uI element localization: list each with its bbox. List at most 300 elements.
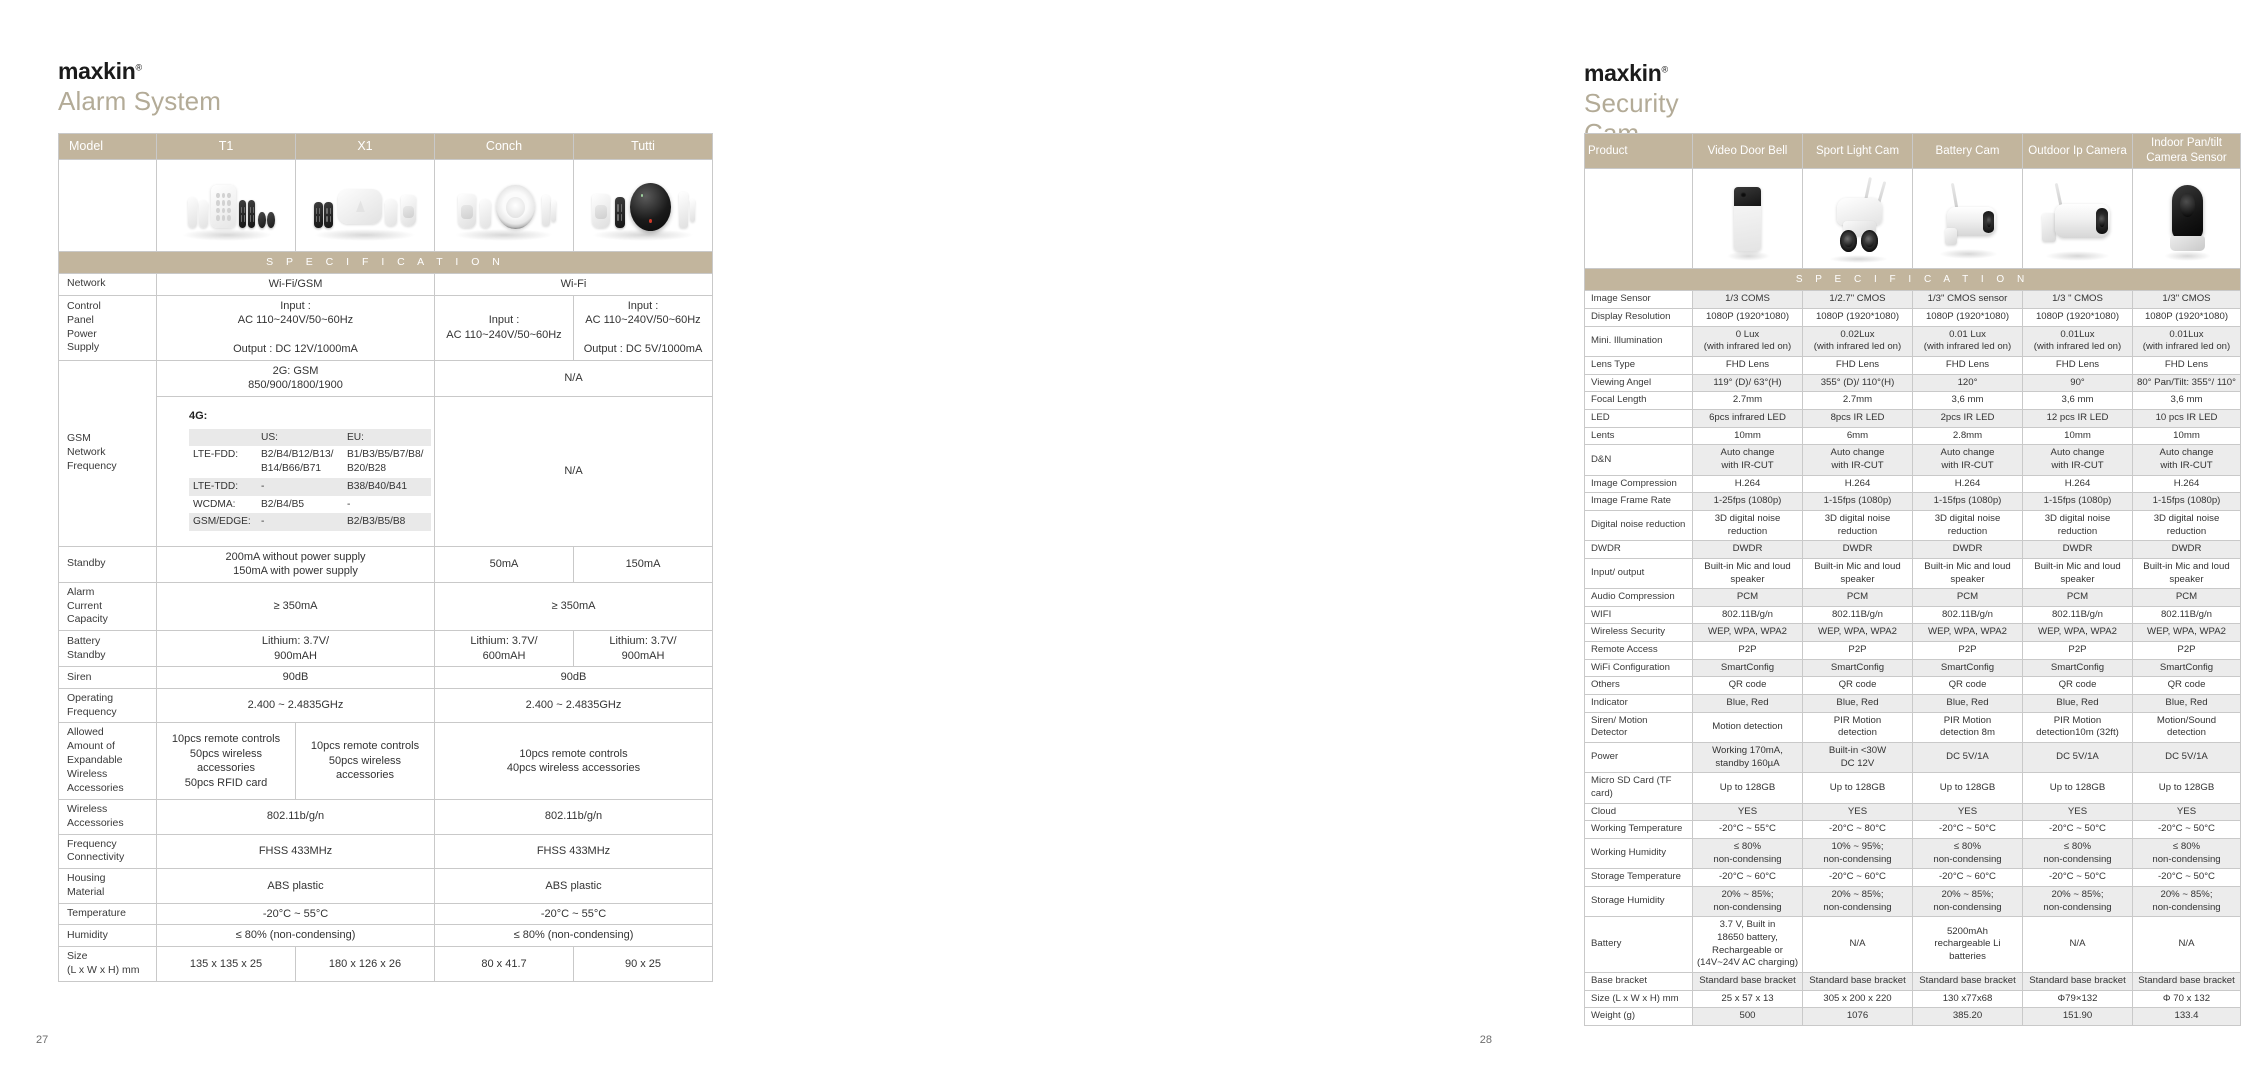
cam-cell: 802.11B/g/n: [1913, 606, 2023, 624]
cam-table-row: [1585, 445, 2241, 475]
brand-registered-mark-left: ®: [135, 62, 142, 73]
cam-cell: 802.11B/g/n: [2133, 606, 2241, 624]
cam-row-label: Indicator: [1585, 695, 1693, 713]
cam-cell: 2pcs IR LED: [1913, 409, 2023, 427]
cam-cell: Auto change with IR-CUT: [1803, 445, 1913, 475]
cam-image-row-blank: [1585, 169, 1693, 269]
page-title-left: Alarm System: [58, 86, 222, 116]
cam-cell: 1-25fps (1080p): [1693, 493, 1803, 511]
cam-cell: Standard base bracket: [1693, 972, 1803, 990]
cam-cell: -20°C ~ 60°C: [1803, 869, 1913, 887]
cam-cell: PIR Motion detection10m (32ft): [2023, 712, 2133, 742]
cam-cell: ≤ 80% non-condensing: [1693, 839, 1803, 869]
cam-table-row: [1585, 510, 2241, 540]
cam-cell: -20°C ~ 50°C: [2133, 821, 2241, 839]
alarm-table-row: [59, 274, 713, 296]
cam-cell: -20°C ~ 50°C: [2023, 821, 2133, 839]
cam-table-row: [1585, 589, 2241, 607]
cam-cell: 2.7mm: [1693, 392, 1803, 410]
cam-row-label: WIFI: [1585, 606, 1693, 624]
cam-cell: FHD Lens: [1913, 356, 2023, 374]
alarm-cell: Input : AC 110~240V/50~60Hz Output : DC 12V/1000mA: [157, 295, 435, 360]
cam-cell: DWDR: [1693, 541, 1803, 559]
cam-cell: 1-15fps (1080p): [1803, 493, 1913, 511]
cam-cell: -20°C ~ 80°C: [1803, 821, 1913, 839]
alarm-cell: 2.400 ~ 2.4835GHz: [435, 688, 713, 723]
alarm-cell: 180 x 126 x 26: [296, 946, 435, 981]
fourg-cell: -: [257, 513, 343, 531]
alarm-column-header-t1: T1: [157, 134, 296, 160]
cam-cell: 10mm: [1693, 427, 1803, 445]
cam-table-row: [1585, 409, 2241, 427]
cam-row-label: Image Sensor: [1585, 291, 1693, 309]
alarm-cell: Lithium: 3.7V/ 600mAH: [435, 631, 574, 667]
alarm-row-label: Network: [59, 274, 157, 296]
cam-cell: DWDR: [1803, 541, 1913, 559]
cam-table-row: [1585, 869, 2241, 887]
alarm-table-row: [59, 799, 713, 834]
alarm-cell: ABS plastic: [435, 869, 713, 904]
fourg-cell: -: [257, 478, 343, 496]
cam-table-row: [1585, 291, 2241, 309]
alarm-cell: 10pcs remote controls 50pcs wireless accessories: [296, 723, 435, 799]
cam-cell: Blue, Red: [2133, 695, 2241, 713]
cam-cell: Blue, Red: [1693, 695, 1803, 713]
cam-row-label: Micro SD Card (TF card): [1585, 773, 1693, 803]
cam-cell: 3,6 mm: [1913, 392, 2023, 410]
cam-cell: 6mm: [1803, 427, 1913, 445]
alarm-cell: 10pcs remote controls 40pcs wireless accessories: [435, 723, 713, 799]
alarm-column-header-conch: Conch: [435, 134, 574, 160]
cam-product-image-row: [1585, 169, 2241, 269]
cam-cell: H.264: [1693, 475, 1803, 493]
fourg-cell: B2/B4/B12/B13/ B14/B66/B71: [261, 449, 334, 475]
cam-row-label: Display Resolution: [1585, 309, 1693, 327]
alarm-row-label: Wireless Accessories: [59, 799, 157, 834]
cam-cell: Blue, Red: [2023, 695, 2133, 713]
cam-cell: WEP, WPA, WPA2: [1803, 624, 1913, 642]
alarm-cell: 2G: GSM 850/900/1800/1900: [157, 360, 435, 396]
cam-cell: N/A: [1803, 917, 1913, 973]
cam-cell: 3D digital noise reduction: [1803, 510, 1913, 540]
cam-cell: 10mm: [2023, 427, 2133, 445]
cam-table-row: [1585, 624, 2241, 642]
cam-table-row: [1585, 374, 2241, 392]
page-number-right: 28: [1479, 1034, 1492, 1046]
cam-cell: H.264: [2133, 475, 2241, 493]
cam-table-row: [1585, 972, 2241, 990]
alarm-table-row: [59, 667, 713, 689]
cam-cell: 3D digital noise reduction: [1913, 510, 2023, 540]
cam-cell: 1080P (1920*1080): [2133, 309, 2241, 327]
cam-row-label: Remote Access: [1585, 642, 1693, 660]
brand-logo-right: [1584, 62, 1679, 85]
cam-cell: 3,6 mm: [2133, 392, 2241, 410]
cam-cell: Working 170mA, standby 160µA: [1693, 743, 1803, 773]
cam-table-row: [1585, 677, 2241, 695]
alarm-cell: [157, 396, 435, 546]
alarm-cell: N/A: [435, 360, 713, 396]
cam-row-label: Base bracket: [1585, 972, 1693, 990]
product-photo-tutti-icon: [579, 163, 707, 248]
cam-cell: QR code: [1803, 677, 1913, 695]
cam-cell: YES: [1803, 803, 1913, 821]
alarm-row-label: Humidity: [59, 925, 157, 947]
alarm-cell: ≤ 80% (non-condensing): [435, 925, 713, 947]
alarm-cell: -20°C ~ 55°C: [435, 903, 713, 925]
cam-cell: SmartConfig: [2023, 659, 2133, 677]
cam-row-label: Storage Humidity: [1585, 886, 1693, 916]
cam-cell: Standard base bracket: [1913, 972, 2023, 990]
page-title-right: Security: [1584, 88, 1679, 118]
cam-cell: 25 x 57 x 13: [1693, 990, 1803, 1008]
cam-table-row: [1585, 356, 2241, 374]
cam-cell: QR code: [1913, 677, 2023, 695]
cam-cell: 130 x77x68: [1913, 990, 2023, 1008]
cam-cell: FHD Lens: [2133, 356, 2241, 374]
alarm-cell: 802.11b/g/n: [157, 799, 435, 834]
cam-cell: 3.7 V, Built in 18650 battery, Rechargeable or (14V~24V AC charging): [1693, 917, 1803, 973]
cam-table-row: [1585, 990, 2241, 1008]
cam-cell: QR code: [2133, 677, 2241, 695]
cam-cell: 802.11B/g/n: [1693, 606, 1803, 624]
cam-cell: PCM: [1803, 589, 1913, 607]
alarm-table-row: [59, 688, 713, 723]
page-number-left: 27: [36, 1034, 49, 1046]
alarm-table-row: [59, 946, 713, 981]
cam-cell: 802.11B/g/n: [2023, 606, 2133, 624]
cam-cell: Standard base bracket: [1803, 972, 1913, 990]
cam-cell: 120°: [1913, 374, 2023, 392]
alarm-row-label: Control Panel Power Supply: [59, 295, 157, 360]
left-page: [0, 0, 764, 1080]
cam-cell: Up to 128GB: [1693, 773, 1803, 803]
brand-registered-mark-right: ®: [1661, 64, 1668, 75]
cam-table-header-row: [1585, 134, 2241, 169]
cam-row-label: Battery: [1585, 917, 1693, 973]
alarm-row-label: Size (L x W x H) mm: [59, 946, 157, 981]
cam-cell: 0 Lux (with infrared led on): [1693, 326, 1803, 356]
cam-cell: 3D digital noise reduction: [2023, 510, 2133, 540]
alarm-image-row-blank: [59, 160, 157, 252]
cam-cell: WEP, WPA, WPA2: [1693, 624, 1803, 642]
fourg-band-table: [189, 429, 431, 532]
security-cam-spec-table: [1584, 133, 2241, 1026]
cam-cell: 1076: [1803, 1008, 1913, 1026]
cam-cell: Up to 128GB: [1913, 773, 2023, 803]
cam-cell: -20°C ~ 60°C: [1913, 869, 2023, 887]
product-photo-doorbell-icon: [1696, 171, 1799, 266]
cam-row-label: Focal Length: [1585, 392, 1693, 410]
alarm-product-image-conch: [435, 160, 574, 252]
alarm-cell: 90dB: [435, 667, 713, 689]
cam-cell: PIR Motion detection 8m: [1913, 712, 2023, 742]
cam-cell: WEP, WPA, WPA2: [2133, 624, 2241, 642]
cam-cell: Φ79×132: [2023, 990, 2133, 1008]
cam-table-row: [1585, 659, 2241, 677]
alarm-cell: 90 x 25: [574, 946, 713, 981]
cam-cell: 3D digital noise reduction: [2133, 510, 2241, 540]
cam-cell: 3,6 mm: [2023, 392, 2133, 410]
cam-cell: 1/3" CMOS sensor: [1913, 291, 2023, 309]
fourg-row: [189, 446, 431, 478]
cam-row-label: Viewing Angel: [1585, 374, 1693, 392]
cam-cell: P2P: [2023, 642, 2133, 660]
alarm-product-image-x1: [296, 160, 435, 252]
alarm-cell: FHSS 433MHz: [157, 834, 435, 869]
cam-cell: ≤ 80% non-condensing: [2023, 839, 2133, 869]
cam-cell: H.264: [1913, 475, 2023, 493]
cam-cell: SmartConfig: [1693, 659, 1803, 677]
cam-cell: DWDR: [2023, 541, 2133, 559]
cam-row-label: Audio Compression: [1585, 589, 1693, 607]
cam-cell: N/A: [2023, 917, 2133, 973]
alarm-cell: ≥ 350mA: [157, 582, 435, 631]
cam-table-row: [1585, 475, 2241, 493]
cam-cell: 305 x 200 x 220: [1803, 990, 1913, 1008]
cam-table-row: [1585, 1008, 2241, 1026]
product-photo-t1-icon: [162, 163, 290, 248]
alarm-table-row: [59, 360, 713, 396]
cam-cell: Auto change with IR-CUT: [2023, 445, 2133, 475]
cam-table-row: [1585, 821, 2241, 839]
cam-cell: YES: [2023, 803, 2133, 821]
cam-cell: PCM: [2023, 589, 2133, 607]
alarm-cell: Lithium: 3.7V/ 900mAH: [157, 631, 435, 667]
product-photo-indoorptz-icon: [2136, 171, 2237, 266]
cam-cell: DWDR: [1913, 541, 2023, 559]
cam-cell: 355° (D)/ 110°(H): [1803, 374, 1913, 392]
cam-table-row: [1585, 606, 2241, 624]
alarm-cell: ≥ 350mA: [435, 582, 713, 631]
cam-table-row: [1585, 427, 2241, 445]
cam-cell: Built-in Mic and loud speaker: [1803, 558, 1913, 588]
alarm-cell: Input : AC 110~240V/50~60Hz Output : DC 5V/1000mA: [574, 295, 713, 360]
alarm-cell: ≤ 80% (non-condensing): [157, 925, 435, 947]
cam-cell: PIR Motion detection: [1803, 712, 1913, 742]
product-photo-x1-icon: [301, 163, 429, 248]
fourg-row: [189, 496, 431, 514]
fourg-cell: LTE-TDD:: [189, 478, 257, 496]
fourg-label: 4G:: [189, 410, 208, 423]
cam-cell: 1080P (1920*1080): [1913, 309, 2023, 327]
cam-cell: N/A: [2133, 917, 2241, 973]
fourg-row: [189, 429, 431, 447]
fourg-row: [189, 513, 431, 531]
cam-cell: PCM: [1693, 589, 1803, 607]
cam-cell: P2P: [1913, 642, 2023, 660]
cam-cell: SmartConfig: [1913, 659, 2023, 677]
alarm-row-label: Standby: [59, 546, 157, 582]
cam-cell: SmartConfig: [2133, 659, 2241, 677]
alarm-cell: 10pcs remote controls 50pcs wireless accessories 50pcs RFID card: [157, 723, 296, 799]
cam-row-label: Cloud: [1585, 803, 1693, 821]
cam-cell: 12 pcs IR LED: [2023, 409, 2133, 427]
cam-cell: 20% ~ 85%; non-condensing: [1913, 886, 2023, 916]
cam-cell: DC 5V/1A: [2023, 743, 2133, 773]
alarm-cell: -20°C ~ 55°C: [157, 903, 435, 925]
cam-column-header-indoor-pan-tilt-camera-sensor: Indoor Pan/tilt Camera Sensor: [2133, 134, 2241, 169]
cam-cell: 0.01 Lux (with infrared led on): [1913, 326, 2023, 356]
cam-product-image-outdoorip: [2023, 169, 2133, 269]
cam-row-label: Storage Temperature: [1585, 869, 1693, 887]
alarm-column-header-tutti: Tutti: [574, 134, 713, 160]
cam-cell: Built-in <30W DC 12V: [1803, 743, 1913, 773]
cam-column-header-product: Product: [1585, 134, 1693, 169]
cam-cell: 1080P (1920*1080): [2023, 309, 2133, 327]
cam-cell: 1-15fps (1080p): [2133, 493, 2241, 511]
alarm-cell: ABS plastic: [157, 869, 435, 904]
cam-cell: 1080P (1920*1080): [1803, 309, 1913, 327]
cam-cell: Standard base bracket: [2023, 972, 2133, 990]
fourg-cell: US:: [257, 429, 343, 447]
cam-table-row: [1585, 493, 2241, 511]
cam-row-label: Mini. Illumination: [1585, 326, 1693, 356]
cam-cell: ≤ 80% non-condensing: [2133, 839, 2241, 869]
alarm-row-label: Battery Standby: [59, 631, 157, 667]
cam-row-label: Power: [1585, 743, 1693, 773]
alarm-table-row: [59, 723, 713, 799]
cam-cell: DWDR: [2133, 541, 2241, 559]
cam-table-row: [1585, 558, 2241, 588]
cam-table-row: [1585, 773, 2241, 803]
fourg-cell: WCDMA:: [193, 498, 236, 510]
cam-cell: QR code: [2023, 677, 2133, 695]
cam-row-label: DWDR: [1585, 541, 1693, 559]
fourg-cell: LTE-FDD:: [193, 449, 239, 461]
alarm-cell: 200mA without power supply 150mA with power supply: [157, 546, 435, 582]
cam-cell: Up to 128GB: [2133, 773, 2241, 803]
cam-cell: Auto change with IR-CUT: [1693, 445, 1803, 475]
alarm-cell: Input : AC 110~240V/50~60Hz: [435, 295, 574, 360]
cam-product-image-batterycam: [1913, 169, 2023, 269]
cam-row-label: Working Temperature: [1585, 821, 1693, 839]
alarm-row-label-gsm-network-frequency: GSM Network Frequency: [59, 360, 157, 546]
cam-cell: 20% ~ 85%; non-condensing: [1693, 886, 1803, 916]
cam-table-row: [1585, 642, 2241, 660]
alarm-row-label: Siren: [59, 667, 157, 689]
cam-row-label: Image Frame Rate: [1585, 493, 1693, 511]
cam-column-header-outdoor-ip-camera: Outdoor Ip Camera: [2023, 134, 2133, 169]
cam-cell: Blue, Red: [1803, 695, 1913, 713]
alarm-row-label: Housing Material: [59, 869, 157, 904]
fourg-cell: GSM/EDGE:: [189, 513, 257, 531]
alarm-cell: 150mA: [574, 546, 713, 582]
cam-cell: -20°C ~ 50°C: [2133, 869, 2241, 887]
fourg-cell: B1/B3/B5/B7/B8/ B20/B28: [347, 449, 424, 475]
cam-product-image-sportlight: [1803, 169, 1913, 269]
cam-cell: YES: [2133, 803, 2241, 821]
cam-row-label: Weight (g): [1585, 1008, 1693, 1026]
fourg-cell: -: [347, 498, 351, 510]
cam-cell: WEP, WPA, WPA2: [1913, 624, 2023, 642]
fourg-row: [189, 478, 431, 496]
cam-table-row: [1585, 326, 2241, 356]
cam-cell: WEP, WPA, WPA2: [2023, 624, 2133, 642]
cam-cell: 1/2.7" CMOS: [1803, 291, 1913, 309]
alarm-cell: 80 x 41.7: [435, 946, 574, 981]
cam-cell: 8pcs IR LED: [1803, 409, 1913, 427]
alarm-row-label: Alarm Current Capacity: [59, 582, 157, 631]
alarm-cell: Lithium: 3.7V/ 900mAH: [574, 631, 713, 667]
cam-cell: 1-15fps (1080p): [2023, 493, 2133, 511]
fourg-cell: B38/B40/B41: [343, 478, 431, 496]
cam-row-label: WiFi Configuration: [1585, 659, 1693, 677]
cam-row-label: LED: [1585, 409, 1693, 427]
cam-cell: QR code: [1693, 677, 1803, 695]
cam-cell: 1080P (1920*1080): [1693, 309, 1803, 327]
cam-cell: 1/3 " CMOS: [2023, 291, 2133, 309]
cam-cell: DC 5V/1A: [2133, 743, 2241, 773]
cam-cell: Standard base bracket: [2133, 972, 2241, 990]
cam-cell: -20°C ~ 60°C: [1693, 869, 1803, 887]
alarm-product-image-t1: [157, 160, 296, 252]
cam-row-label: D&N: [1585, 445, 1693, 475]
cam-cell: 0.01Lux (with infrared led on): [2023, 326, 2133, 356]
cam-cell: PCM: [1913, 589, 2023, 607]
cam-cell: 500: [1693, 1008, 1803, 1026]
cam-cell: Up to 128GB: [2023, 773, 2133, 803]
cam-cell: Built-in Mic and loud speaker: [1913, 558, 2023, 588]
alarm-specification-band-row: [59, 252, 713, 274]
alarm-table-row: [59, 582, 713, 631]
alarm-table-row: [59, 295, 713, 360]
alarm-table-header-row: [59, 134, 713, 160]
cam-table-row: [1585, 712, 2241, 742]
cam-cell: 151.90: [2023, 1008, 2133, 1026]
alarm-column-header-x1: X1: [296, 134, 435, 160]
cam-row-label: Digital noise reduction: [1585, 510, 1693, 540]
cam-row-label: Image Compression: [1585, 475, 1693, 493]
cam-cell: ≤ 80% non-condensing: [1913, 839, 2023, 869]
cam-cell: Built-in Mic and loud speaker: [2023, 558, 2133, 588]
cam-row-label: Lents: [1585, 427, 1693, 445]
cam-cell: FHD Lens: [1803, 356, 1913, 374]
cam-cell: Auto change with IR-CUT: [2133, 445, 2241, 475]
cam-cell: 5200mAh rechargeable Li batteries: [1913, 917, 2023, 973]
alarm-table-row: [59, 834, 713, 869]
cam-cell: 3D digital noise reduction: [1693, 510, 1803, 540]
cam-cell: -20°C ~ 50°C: [1913, 821, 2023, 839]
alarm-column-header-model: Model: [59, 134, 157, 160]
fourg-band-block: [157, 403, 434, 539]
cam-cell: P2P: [1803, 642, 1913, 660]
alarm-cell: 135 x 135 x 25: [157, 946, 296, 981]
alarm-cell: 2.400 ~ 2.4835GHz: [157, 688, 435, 723]
fourg-cell: [189, 429, 257, 447]
cam-cell: 2.7mm: [1803, 392, 1913, 410]
cam-cell: PCM: [2133, 589, 2241, 607]
cam-column-header-battery-cam: Battery Cam: [1913, 134, 2023, 169]
cam-cell: 802.11B/g/n: [1803, 606, 1913, 624]
cam-cell: 6pcs infrared LED: [1693, 409, 1803, 427]
fourg-cell: B2/B3/B5/B8: [343, 513, 431, 531]
cam-cell: Blue, Red: [1913, 695, 2023, 713]
cam-row-label: Lens Type: [1585, 356, 1693, 374]
cam-cell: 10mm: [2133, 427, 2241, 445]
right-page: [764, 0, 2236, 1080]
cam-cell: P2P: [2133, 642, 2241, 660]
fourg-cell: B2/B4/B5: [261, 498, 305, 510]
cam-row-label: Input/ output: [1585, 558, 1693, 588]
cam-cell: 10 pcs IR LED: [2133, 409, 2241, 427]
cam-cell: 20% ~ 85%; non-condensing: [1803, 886, 1913, 916]
cam-table-row: [1585, 392, 2241, 410]
alarm-table-row: [59, 869, 713, 904]
left-brand-block: [58, 60, 221, 117]
cam-cell: 90°: [2023, 374, 2133, 392]
cam-row-label: Size (L x W x H) mm: [1585, 990, 1693, 1008]
